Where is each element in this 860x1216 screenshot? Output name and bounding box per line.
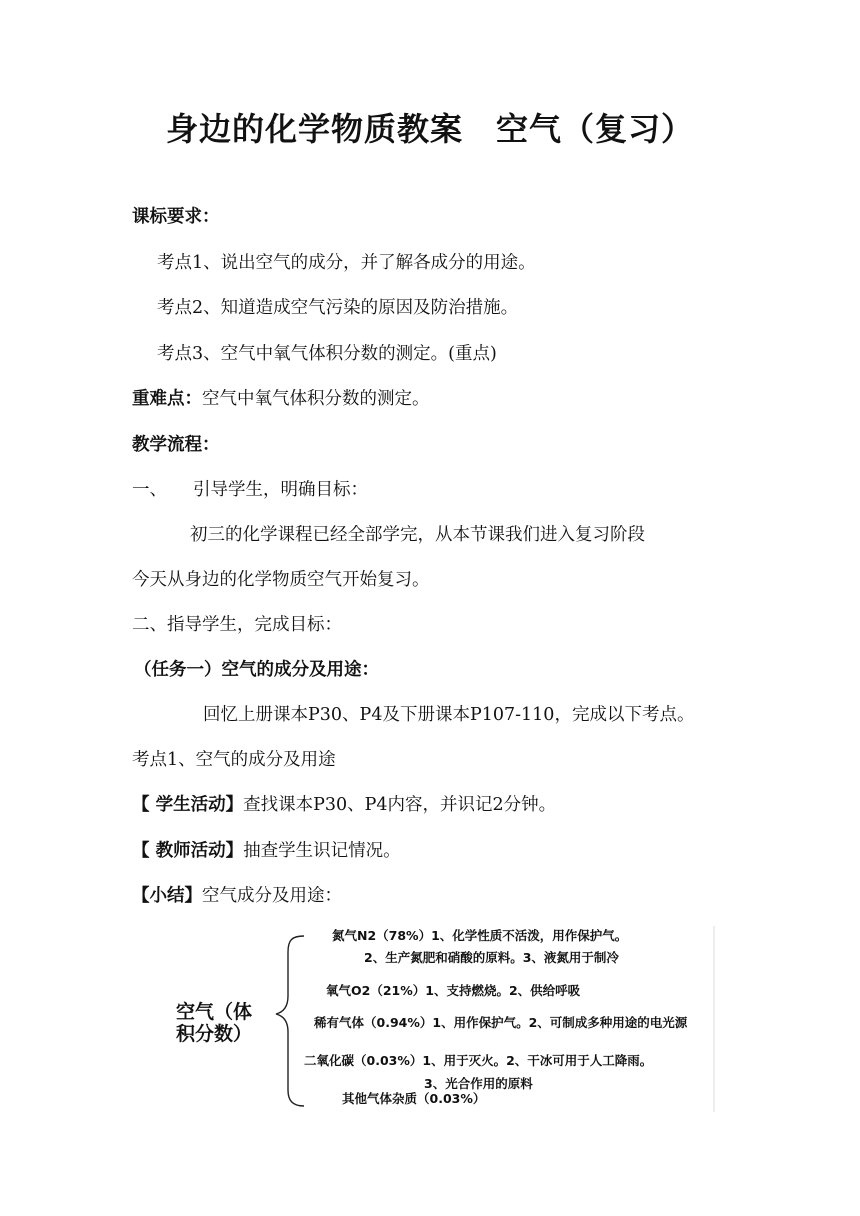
- o2-line: 氧气O2（21%）1、支持燃烧。2、供给呼吸: [326, 983, 581, 998]
- summary-text: 空气成分及用途：: [202, 886, 342, 906]
- student-activity-text: 查找课本P30、P4内容，并识记2分钟。: [243, 795, 557, 815]
- teacher-activity-label: 【 教师活动】: [132, 841, 244, 861]
- root-label-line2: 积分数）: [176, 1023, 253, 1045]
- co2-line1: 二氧化碳（0.03%）1、用于灭火。2、干冰可用于人工降雨。: [304, 1053, 653, 1068]
- teacher-activity: [132, 839, 401, 863]
- step2: 二、指导学生，完成目标：: [132, 615, 342, 635]
- n2-line1: 氮气N2（78%）1、化学性质不活泼，用作保护气。: [332, 928, 628, 943]
- air-composition-diagram: [168, 918, 716, 1114]
- kaodian1-subheading: 考点1、空气的成分及用途: [132, 750, 336, 770]
- step1-num: 一、: [132, 480, 167, 500]
- standard-heading: 课标要求：: [132, 207, 220, 227]
- co2-line2: 3、光合作用的原料: [424, 1076, 533, 1091]
- task1-heading: （任务一）空气的成分及用途：: [134, 660, 379, 680]
- root-label-line1: 空气（体: [176, 1001, 253, 1023]
- kaodian-3: 考点3、空气中氧气体积分数的测定。(重点): [157, 344, 497, 364]
- n2-line2: 2、生产氮肥和硝酸的原料。3、液氮用于制冷: [364, 950, 619, 965]
- task1-instruction: 回忆上册课本P30、P4及下册课本P107-110，完成以下考点。: [203, 705, 695, 725]
- other-gases-line: 其他气体杂质（0.03%）: [342, 1091, 486, 1106]
- difficulty-label: 重难点：: [132, 389, 202, 409]
- page-title: 身边的化学物质教案 空气（复习）: [165, 110, 694, 148]
- step1-paragraph-line2: 今天从身边的化学物质空气开始复习。: [132, 570, 430, 590]
- process-heading: 教学流程：: [132, 435, 220, 455]
- summary: [132, 884, 342, 908]
- difficulty-line: [132, 387, 430, 411]
- teacher-activity-text: 抽查学生识记情况。: [243, 841, 401, 861]
- student-activity-label: 【 学生活动】: [132, 795, 244, 815]
- kaodian-1: 考点1、说出空气的成分，并了解各成分的用途。: [157, 253, 536, 273]
- kaodian-2: 考点2、知道造成空气污染的原因及防治措施。: [157, 298, 519, 318]
- noble-gas-line: 稀有气体（0.94%）1、用作保护气。2、可制成多种用途的电光源: [314, 1015, 688, 1030]
- summary-label: 【小结】: [132, 886, 202, 906]
- difficulty-text: 空气中氧气体积分数的测定。: [202, 389, 430, 409]
- step1-paragraph-line1: 初三的化学课程已经全部学完，从本节课我们进入复习阶段: [190, 525, 645, 545]
- student-activity: [132, 793, 556, 817]
- step1-text: 引导学生，明确目标：: [193, 480, 368, 500]
